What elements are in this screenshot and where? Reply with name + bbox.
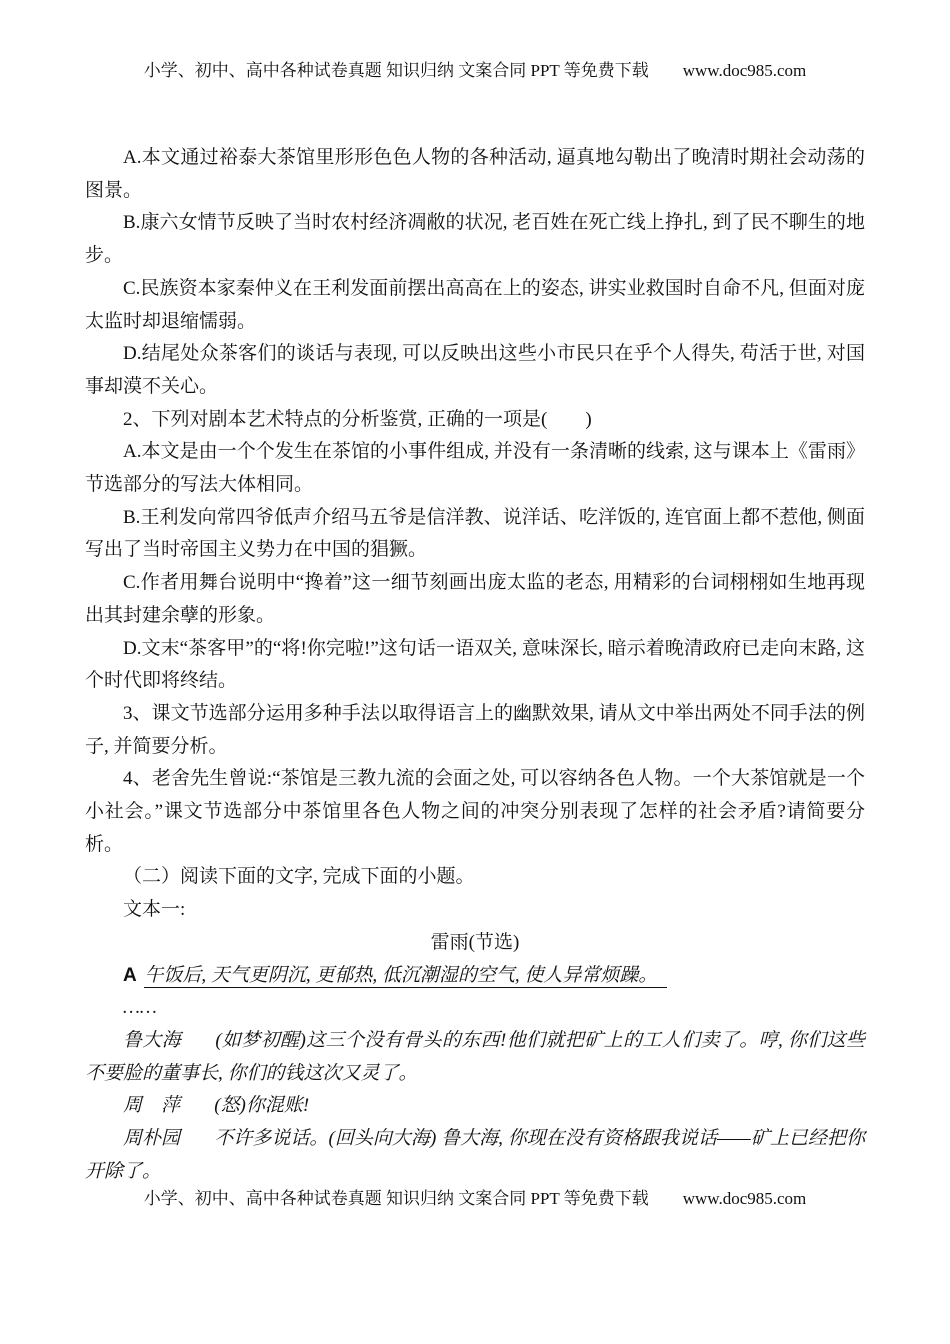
q2-stem: 2、下列对剧本艺术特点的分析鉴赏, 正确的一项是( ) xyxy=(123,408,592,430)
ellipsis-line: …… xyxy=(123,997,157,1019)
dialogue-text: (如梦初醒)这三个没有骨头的东西!他们就把矿上的工人们卖了。哼, 你们这些不要脸的董事长, 你们的钱这次又灵了。 xyxy=(85,1029,865,1084)
page-footer: 小学、初中、高中各种试卷真题 知识归纳 文案合同 PPT 等免费下载 www.doc985.com xyxy=(143,1189,807,1208)
speaker-name: 周朴园 xyxy=(123,1128,181,1150)
bold-a-label: A xyxy=(123,964,137,986)
q1-option-c: C.民族资本家秦仲义在王利发面前摆出高高在上的姿态, 讲实业救国时自命不凡, 但面对庞太监时却退缩懦弱。 xyxy=(85,277,865,332)
q2-option-c: C.作者用舞台说明中“搀着”这一细节刻画出庞太监的老态, 用精彩的台词栩栩如生地再现出其封建余孽的形象。 xyxy=(85,572,865,626)
q4-stem: 4、老舍先生曾说:“茶馆是三教九流的会面之处, 可以容纳各色人物。一个大茶馆就是一个小社会。”课文节选部分中茶馆里各色人物之间的冲突分别表现了怎样的社会矛盾?请简要分析。 xyxy=(85,768,865,855)
excerpt-title: 雷雨(节选) xyxy=(430,931,520,953)
dialogue-text: 不许多说话。(回头向大海) 鲁大海, 你现在没有资格跟我说话——矿上已经把你开除了。 xyxy=(85,1128,865,1182)
q1-option-d: D.结尾处众茶客们的谈话与表现, 可以反映出这些小市民只在乎个人得失, 苟活于世, 对国事却漠不关心。 xyxy=(85,343,865,397)
text1-label: 文本一: xyxy=(123,899,186,921)
speaker-name: 鲁大海 xyxy=(123,1029,182,1051)
section2-heading: （二）阅读下面的文字, 完成下面的小题。 xyxy=(123,866,475,888)
dialogue-line xyxy=(85,1090,865,1123)
q2-option-b: B.王利发向常四爷低声介绍马五爷是信洋教、说洋话、吃洋饭的, 连官面上都不惹他, 侧面写出了当时帝国主义势力在中国的猖獗。 xyxy=(85,506,865,561)
underlined-sentence xyxy=(85,960,865,993)
q3-stem: 3、课文节选部分运用多种手法以取得语言上的幽默效果, 请从文中举出两处不同手法的例子, 并简要分析。 xyxy=(85,702,865,757)
speaker-name: 周 萍 xyxy=(123,1095,181,1117)
dialogue-line xyxy=(85,1025,865,1090)
underlined-text: 午饭后, 天气更阴沉, 更郁热, 低沉潮湿的空气, 使人异常烦躁。 xyxy=(144,965,667,988)
q2-option-a: A.本文是由一个个发生在茶馆的小事件组成, 并没有一条清晰的线索, 这与课本上《雷雨》节选部分的写法大体相同。 xyxy=(85,441,865,496)
document-body xyxy=(85,142,865,1189)
q1-option-b: B.康六女情节反映了当时农村经济凋敝的状况, 老百姓在死亡线上挣扎, 到了民不聊生的地步。 xyxy=(85,212,865,267)
q1-option-a: A.本文通过裕泰大茶馆里形形色色人物的各种活动, 逼真地勾勒出了晚清时期社会动荡的图景。 xyxy=(85,147,865,201)
q2-option-d: D.文末“茶客甲”的“将!你完啦!”这句话一语双关, 意味深长, 暗示着晚清政府已走向末路, 这个时代即将终结。 xyxy=(85,637,865,692)
dialogue-line xyxy=(85,1123,865,1188)
dialogue-text: (怒)你混账! xyxy=(214,1095,310,1117)
page-header: 小学、初中、高中各种试卷真题 知识归纳 文案合同 PPT 等免费下载 www.doc985.com xyxy=(143,61,807,80)
